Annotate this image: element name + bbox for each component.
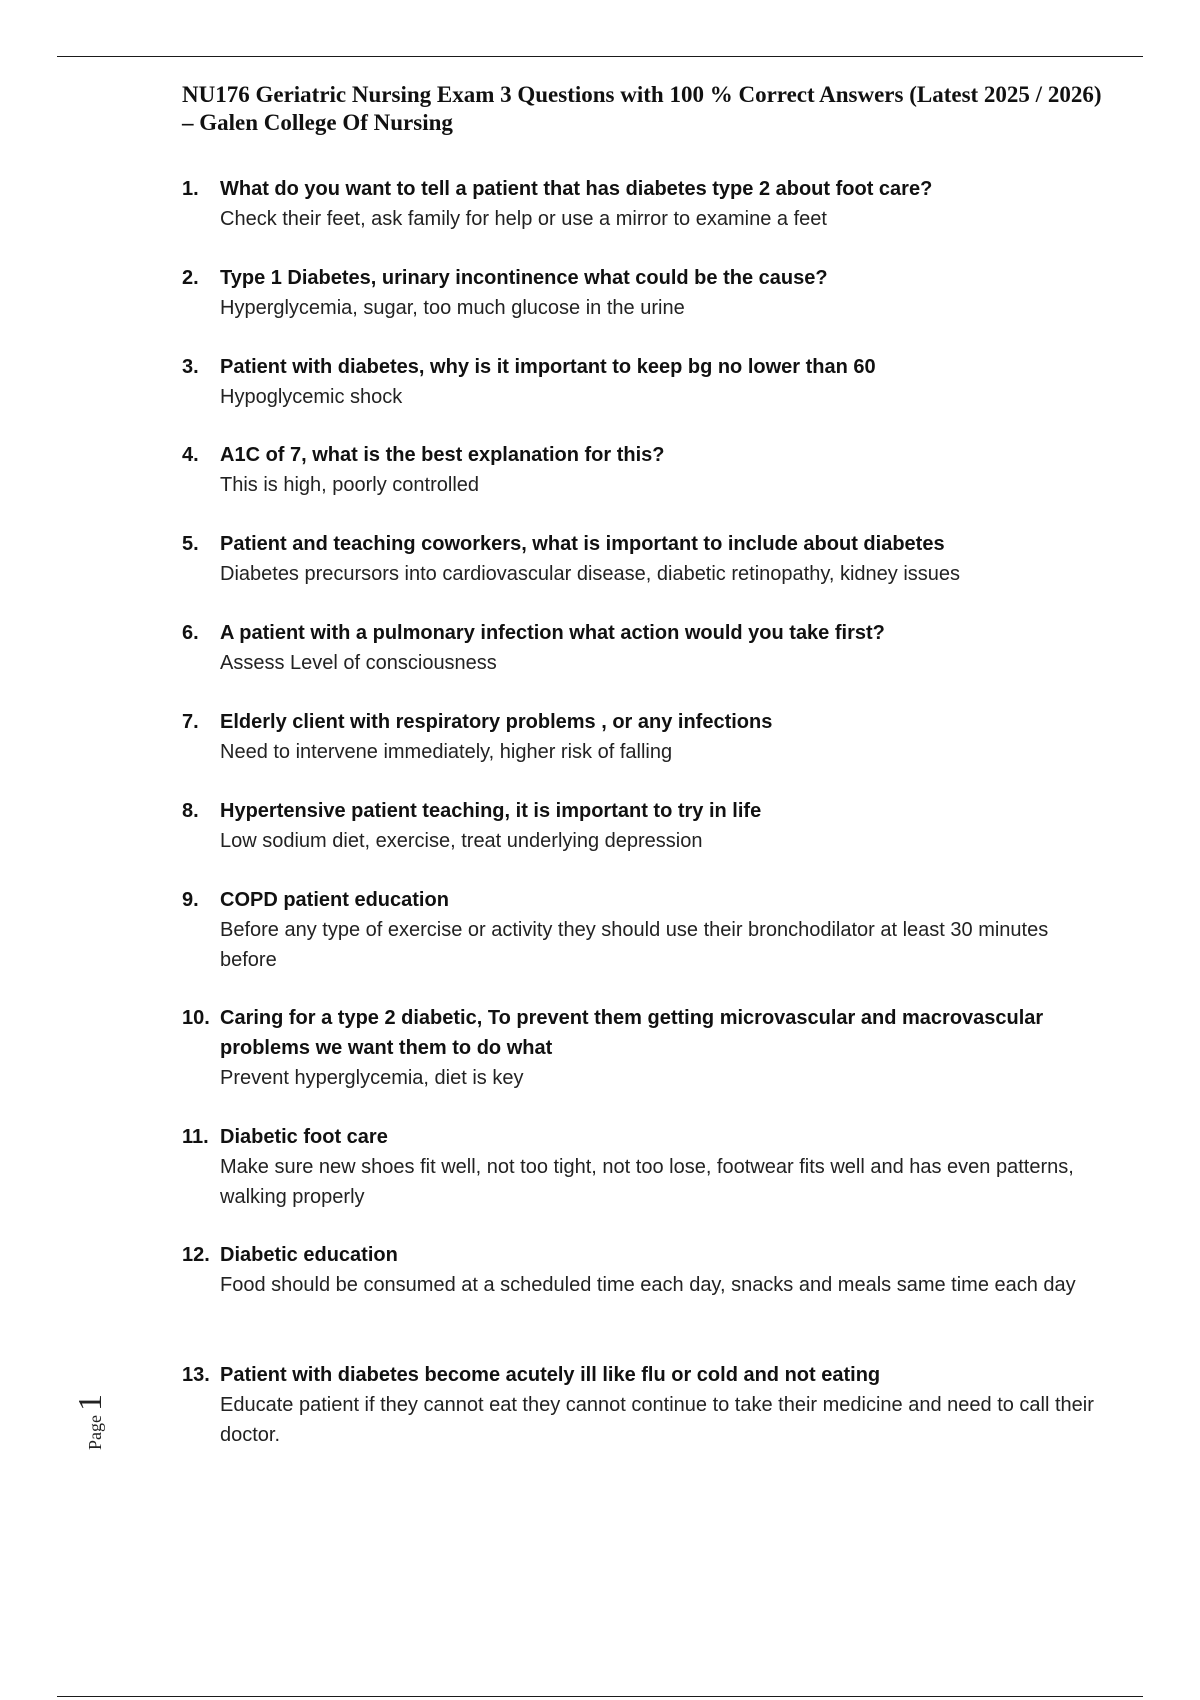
answer-text: Food should be consumed at a scheduled time each day, snacks and meals same time each day bbox=[220, 1274, 1076, 1296]
qa-item bbox=[182, 1003, 1102, 1093]
question-text: A1C of 7, what is the best explanation for this? bbox=[220, 444, 665, 466]
question-text: COPD patient education bbox=[220, 889, 449, 911]
bottom-rule bbox=[57, 1696, 1143, 1697]
answer-text: Before any type of exercise or activity they should use their bronchodilator at least 30 minutes before bbox=[220, 919, 1049, 971]
question-number: 5. bbox=[182, 533, 199, 555]
question-row bbox=[182, 1360, 1102, 1390]
question-text: Patient with diabetes become acutely ill like flu or cold and not eating bbox=[220, 1364, 881, 1386]
answer-text: Hyperglycemia, sugar, too much glucose in the urine bbox=[220, 297, 685, 319]
question-row bbox=[182, 352, 1102, 382]
qa-item bbox=[182, 529, 1102, 589]
question-text: What do you want to tell a patient that has diabetes type 2 about foot care? bbox=[220, 178, 933, 200]
question-number: 2. bbox=[182, 267, 199, 289]
answer-text: Hypoglycemic shock bbox=[220, 386, 403, 408]
question-text: Patient and teaching coworkers, what is important to include about diabetes bbox=[220, 533, 945, 555]
qa-item bbox=[182, 618, 1102, 678]
question-row bbox=[182, 1003, 1102, 1063]
answer-text: Make sure new shoes fit well, not too tight, not too lose, footwear fits well and has even patterns, walking properly bbox=[220, 1156, 1074, 1208]
question-row bbox=[182, 440, 1102, 470]
question-number: 3. bbox=[182, 356, 199, 378]
qa-item bbox=[182, 263, 1102, 323]
question-number: 13. bbox=[182, 1364, 210, 1386]
answer-text: Need to intervene immediately, higher risk of falling bbox=[220, 741, 673, 763]
page-number: 1 bbox=[72, 1394, 109, 1411]
question-text: Diabetic education bbox=[220, 1244, 398, 1266]
qa-item bbox=[182, 352, 1102, 412]
question-number: 1. bbox=[182, 178, 199, 200]
qa-item bbox=[182, 174, 1102, 234]
qa-item bbox=[182, 885, 1102, 975]
question-text: Caring for a type 2 diabetic, To prevent them getting microvascular and macrovascular problems we want them to do what bbox=[220, 1007, 1044, 1059]
qa-item bbox=[182, 1240, 1102, 1300]
question-row bbox=[182, 263, 1102, 293]
answer-text: Educate patient if they cannot eat they cannot continue to take their medicine and need to call their doctor. bbox=[220, 1394, 1094, 1446]
question-number: 4. bbox=[182, 444, 199, 466]
answer-text: Assess Level of consciousness bbox=[220, 652, 497, 674]
document-title: NU176 Geriatric Nursing Exam 3 Questions with 100 % Correct Answers (Latest 2025 / 2026) – Galen College Of Nursing bbox=[182, 82, 1102, 135]
qa-item bbox=[182, 440, 1102, 500]
question-number: 10. bbox=[182, 1007, 210, 1029]
qa-item bbox=[182, 707, 1102, 767]
question-number: 6. bbox=[182, 622, 199, 644]
question-row bbox=[182, 1240, 1102, 1270]
answer-text: Diabetes precursors into cardiovascular disease, diabetic retinopathy, kidney issues bbox=[220, 563, 961, 585]
question-number: 12. bbox=[182, 1244, 210, 1266]
question-text: Diabetic foot care bbox=[220, 1126, 388, 1148]
question-number: 7. bbox=[182, 711, 199, 733]
qa-item bbox=[182, 1122, 1102, 1212]
question-row bbox=[182, 707, 1102, 737]
question-row bbox=[182, 796, 1102, 826]
question-row bbox=[182, 174, 1102, 204]
question-number: 11. bbox=[182, 1126, 209, 1148]
answer-text: This is high, poorly controlled bbox=[220, 474, 480, 496]
question-number: 8. bbox=[182, 800, 199, 822]
question-text: Patient with diabetes, why is it important to keep bg no lower than 60 bbox=[220, 356, 876, 378]
question-text: Type 1 Diabetes, urinary incontinence what could be the cause? bbox=[220, 267, 828, 289]
answer-text: Low sodium diet, exercise, treat underlying depression bbox=[220, 830, 703, 852]
qa-item bbox=[182, 796, 1102, 856]
page-word: Page bbox=[85, 1415, 105, 1450]
question-row bbox=[182, 618, 1102, 648]
question-text: A patient with a pulmonary infection what action would you take first? bbox=[220, 622, 885, 644]
question-text: Elderly client with respiratory problems , or any infections bbox=[220, 711, 773, 733]
question-row bbox=[182, 1122, 1102, 1152]
question-row bbox=[182, 885, 1102, 915]
question-row bbox=[182, 529, 1102, 559]
page-number-label bbox=[72, 1370, 152, 1450]
answer-text: Prevent hyperglycemia, diet is key bbox=[220, 1067, 524, 1089]
question-number: 9. bbox=[182, 889, 199, 911]
qa-item bbox=[182, 1360, 1102, 1450]
answer-text: Check their feet, ask family for help or use a mirror to examine a feet bbox=[220, 208, 827, 230]
question-text: Hypertensive patient teaching, it is important to try in life bbox=[220, 800, 762, 822]
